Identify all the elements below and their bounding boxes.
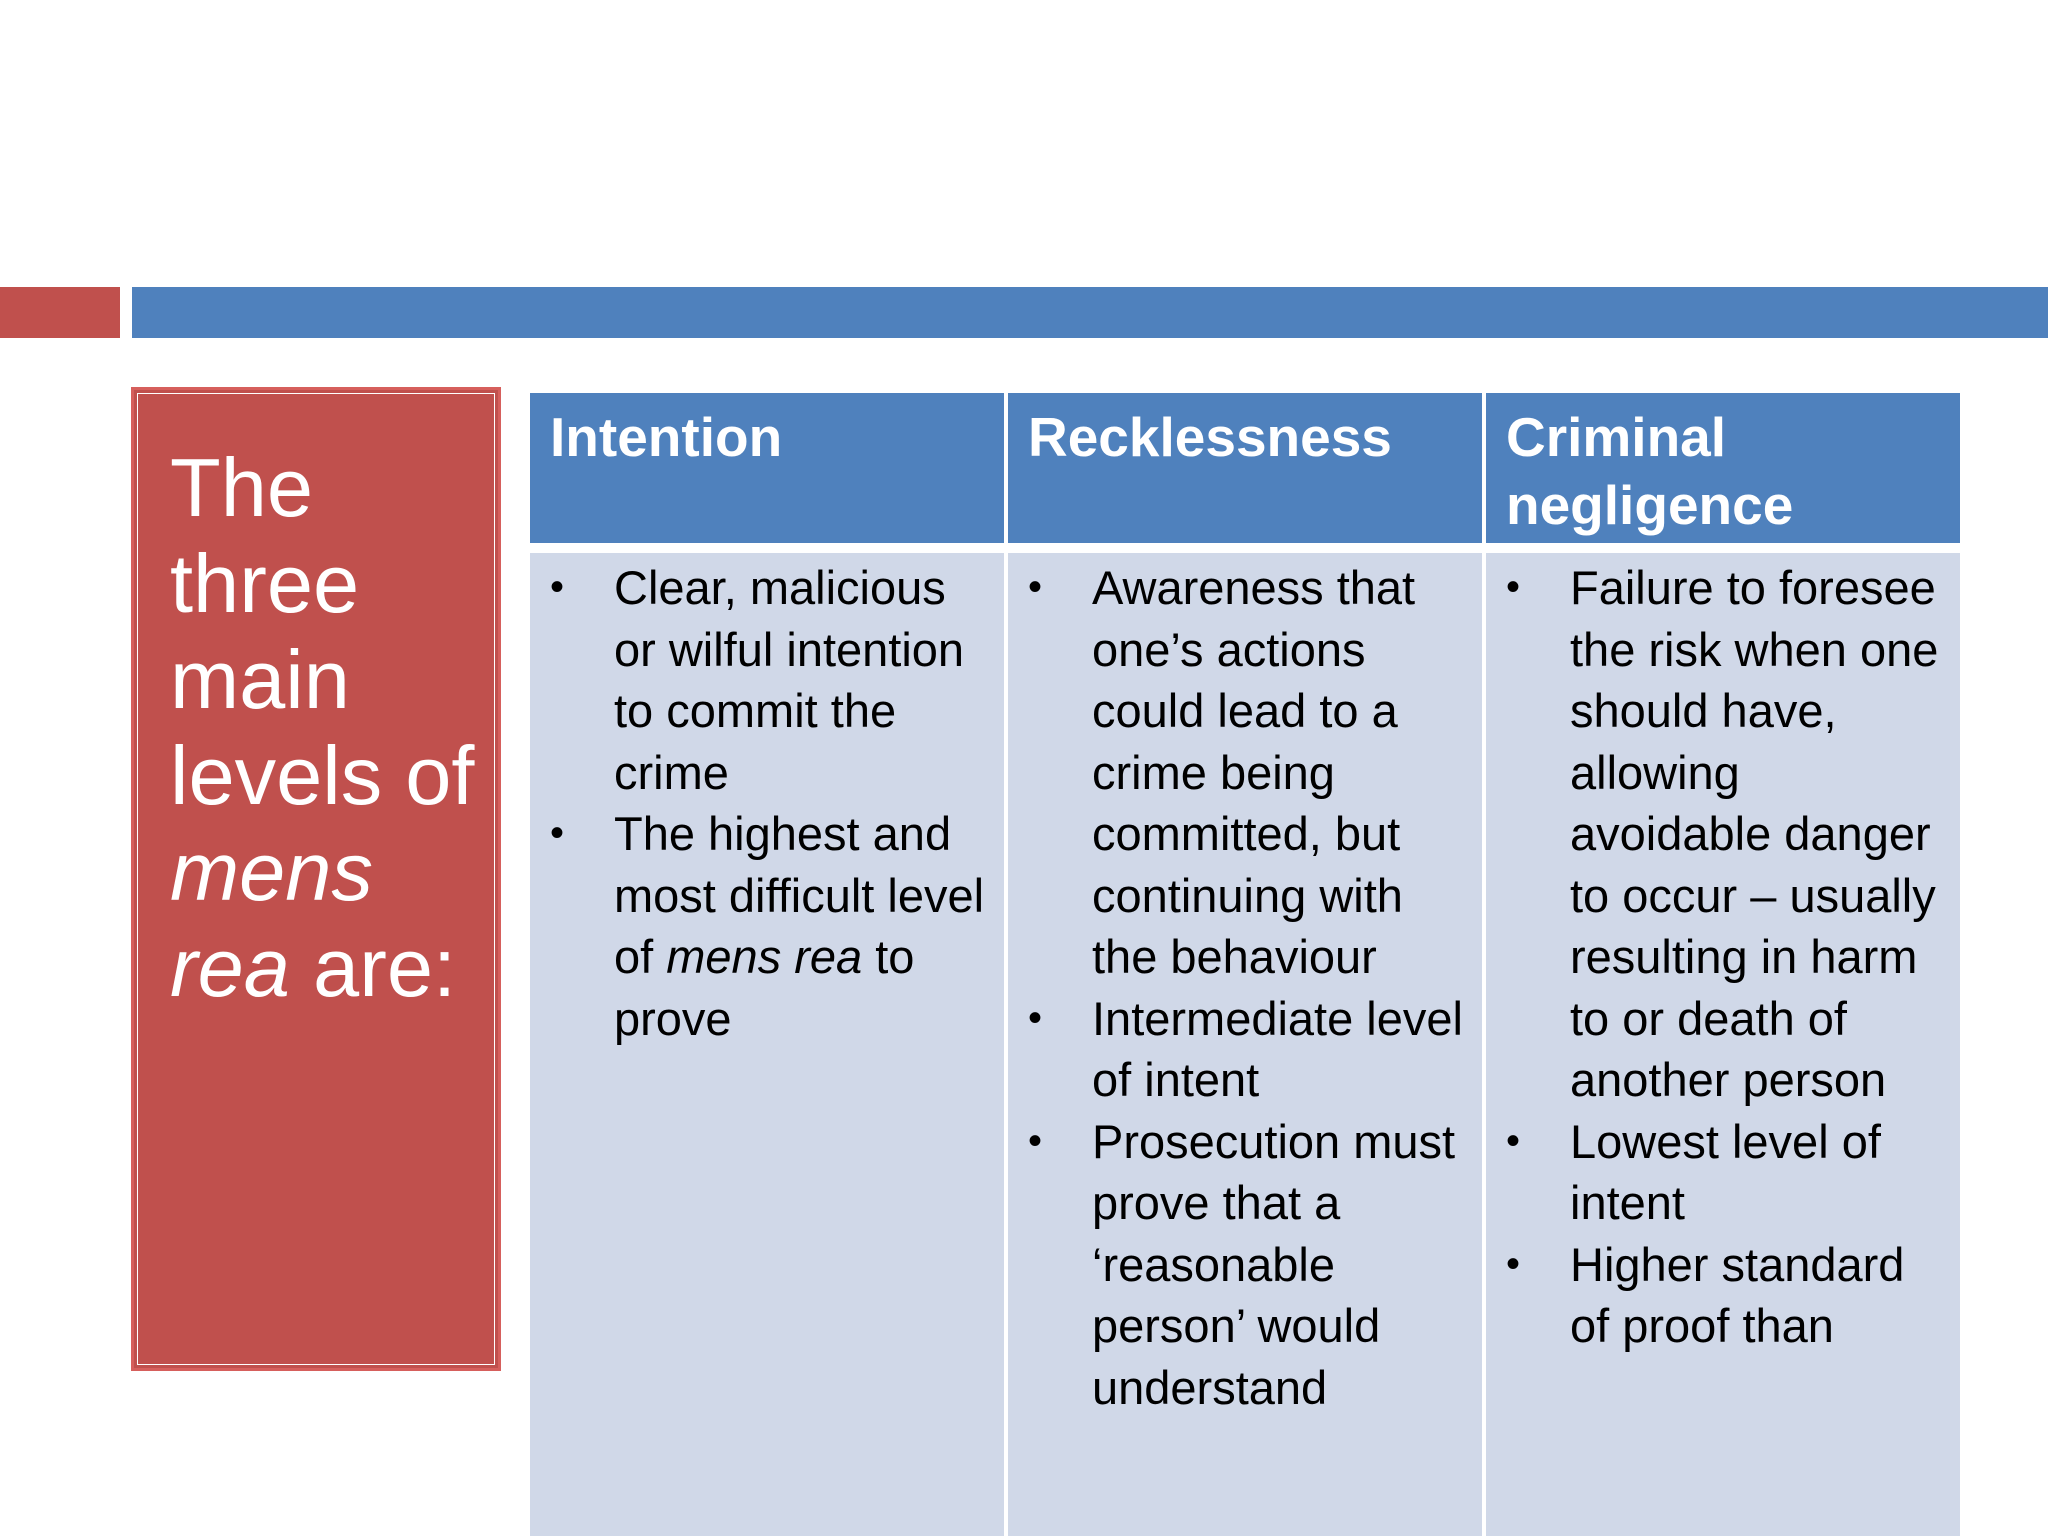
side-term: rea: [170, 921, 290, 1014]
bullet-icon: •: [1028, 1118, 1043, 1163]
bullet-icon: •: [1028, 565, 1043, 609]
side-line: [170, 920, 490, 1016]
bullet-list: [530, 553, 1004, 1049]
column-header: Intention: [530, 393, 1004, 543]
bullet-text: Failure to foresee the risk when one should have, allowing avoidable danger to occur – usually resulting in harm to or death of another person: [1570, 561, 1939, 1106]
side-callout-box: [131, 387, 501, 1371]
bullet-icon: •: [1506, 1118, 1521, 1163]
column-recklessness: [1008, 393, 1482, 1536]
bullet-text: Intermediate level of intent: [1092, 991, 1463, 1106]
side-line: main: [170, 633, 350, 726]
bullet-icon: •: [1028, 995, 1043, 1040]
bullet-text: Awareness that one’s actions could lead to a crime being committed, but continuing with the behaviour: [1092, 561, 1416, 983]
list-item: [1486, 1111, 1960, 1234]
bullet-icon: •: [550, 811, 565, 855]
list-item: [530, 803, 1004, 1049]
list-item: [530, 557, 1004, 803]
side-line: [170, 824, 490, 920]
bullet-icon: •: [550, 565, 565, 609]
bullet-text: to prove: [614, 930, 915, 1045]
bullet-text: Higher standard of proof than: [1570, 1237, 1905, 1352]
bullet-term: mens rea: [666, 930, 863, 983]
bullet-list: [1008, 553, 1482, 1418]
bullet-text: Clear, malicious or wilful intention to commit the crime: [614, 561, 965, 799]
column-intention: [530, 393, 1004, 1536]
column-header: Recklessness: [1008, 393, 1482, 543]
column-body: [530, 553, 1004, 1536]
title-band: [132, 287, 2048, 338]
side-line-rest: are:: [289, 921, 457, 1014]
bullet-icon: •: [1506, 1241, 1521, 1286]
side-callout-text: [170, 440, 490, 1016]
bullet-text: Lowest level of intent: [1570, 1114, 1881, 1229]
list-item: [1486, 1234, 1960, 1357]
bullet-icon: •: [1506, 565, 1521, 609]
side-line: The: [170, 441, 314, 534]
bullet-list: [1486, 553, 1960, 1357]
side-line: three: [170, 537, 360, 630]
title-band-accent: [0, 287, 120, 338]
side-term: mens: [170, 825, 373, 918]
column-criminal-negligence: [1486, 393, 1960, 1536]
side-line: levels of: [170, 729, 475, 822]
list-item: [1008, 1111, 1482, 1419]
column-header: Criminal negligence: [1486, 393, 1960, 543]
bullet-text: The highest and most difficult level of: [614, 807, 985, 983]
column-body: [1486, 553, 1960, 1536]
list-item: [1486, 557, 1960, 1111]
column-body: [1008, 553, 1482, 1536]
bullet-text: Prosecution must prove that a ‘reasonable person’ would understand: [1092, 1114, 1456, 1414]
mens-rea-table: [530, 393, 1962, 1536]
list-item: [1008, 988, 1482, 1111]
list-item: [1008, 557, 1482, 988]
